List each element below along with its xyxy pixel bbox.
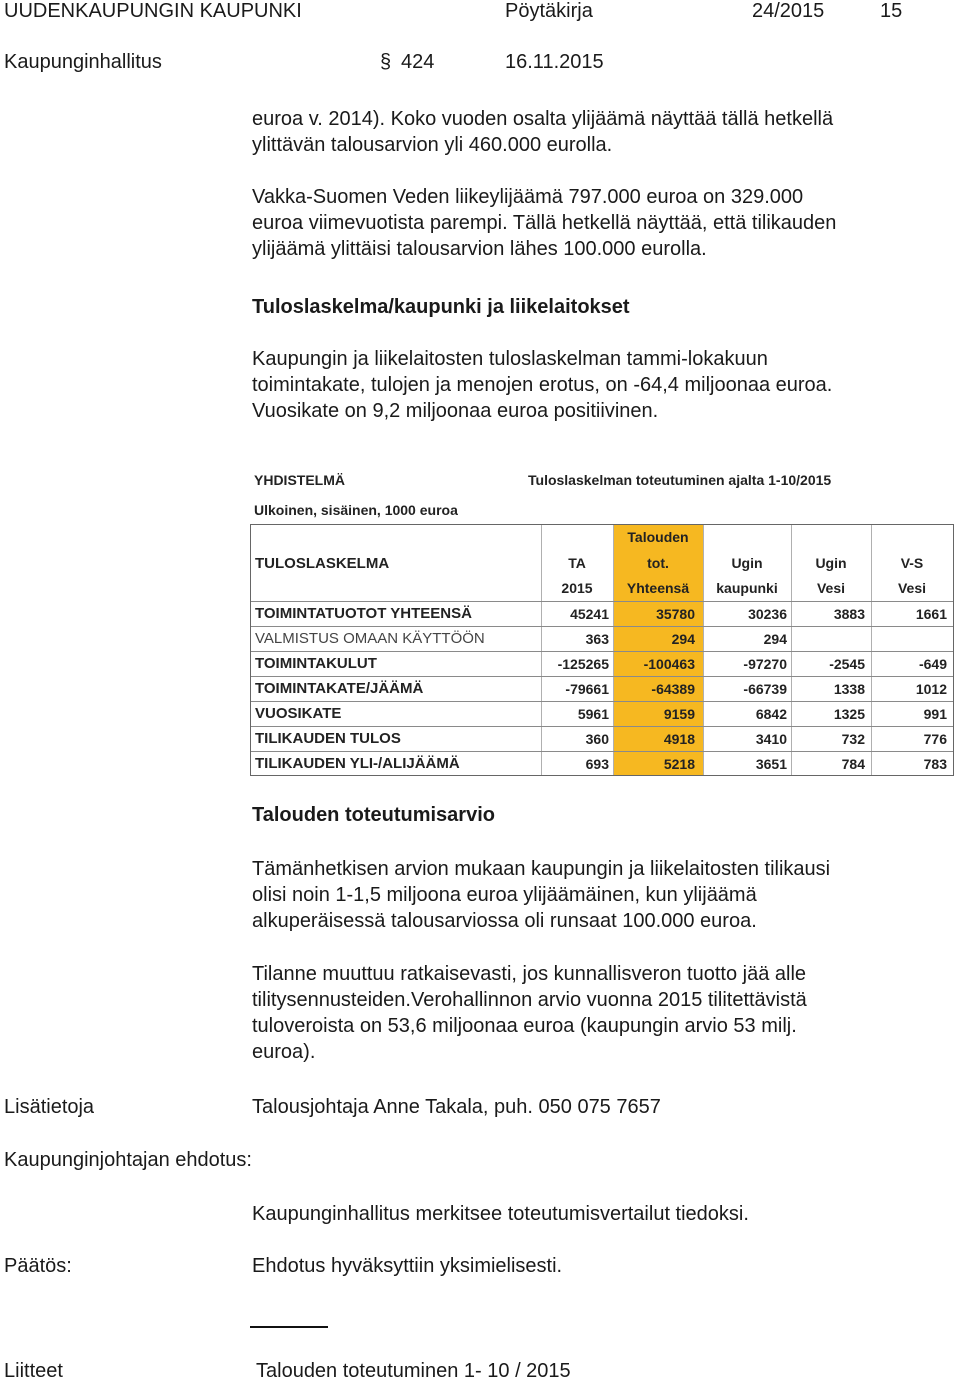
cell-value: 9159 — [663, 706, 695, 722]
paragraph-line: ylijäämä ylittäisi talousarvion lähes 100.000 eurolla. — [252, 238, 707, 260]
column-header: Talouden — [627, 529, 689, 545]
proposal-value: Kaupunginhallitus merkitsee toteutumisvertailut tiedoksi. — [252, 1203, 749, 1225]
page-number: 15 — [880, 0, 903, 22]
table-title-summary: YHDISTELMÄ — [254, 472, 345, 488]
column-header: Vesi — [816, 580, 846, 596]
table-row — [251, 701, 953, 727]
paragraph-line: Kaupungin ja liikelaitosten tuloslaskelman tammi-lokakuun — [252, 348, 768, 370]
paragraph-line: euroa). — [252, 1041, 316, 1063]
column-header: Vesi — [897, 580, 927, 596]
cell-value: 4918 — [663, 731, 695, 747]
row-label: TOIMINTAKULUT — [255, 655, 377, 672]
proposal-label: Kaupunginjohtajan ehdotus: — [4, 1149, 252, 1171]
paragraph-line: Vuosikate on 9,2 miljoonaa euroa positiivinen. — [252, 400, 659, 422]
paragraph-line: Vakka-Suomen Veden liikeylijäämä 797.000 euroa on 329.000 — [252, 186, 804, 208]
table-row — [251, 751, 953, 777]
cell-value: 363 — [585, 631, 609, 647]
cell-value: 3410 — [755, 731, 787, 747]
row-label: TOIMINTATUOTOT YHTEENSÄ — [255, 605, 472, 622]
cell-value: 1661 — [915, 606, 947, 622]
cell-value: 1325 — [833, 706, 865, 722]
cell-value: -97270 — [743, 656, 787, 672]
cell-value: 1338 — [833, 681, 865, 697]
cell-value: 6842 — [755, 706, 787, 722]
section-number: 424 — [401, 51, 435, 73]
cell-value: 35780 — [656, 606, 695, 622]
column-header: Ugin — [815, 555, 847, 571]
paragraph-line: euroa viimevuotista parempi. Tällä hetkellä näyttää, että tilikauden — [252, 212, 837, 234]
cell-value: 783 — [923, 756, 947, 772]
body-name: Kaupunginhallitus — [4, 51, 162, 73]
table-title-period: Tuloslaskelman toteutuminen ajalta 1-10/2015 — [528, 472, 832, 488]
table-row — [251, 676, 953, 702]
section-heading: Talouden toteutumisarvio — [252, 804, 495, 826]
meeting-date: 16.11.2015 — [505, 51, 604, 73]
cell-value: 776 — [923, 731, 947, 747]
paragraph-line: tuloveroista on 53,6 miljoonaa euroa (kaupungin arvio 53 milj. — [252, 1015, 797, 1037]
paragraph-line: toimintakate, tulojen ja menojen erotus, on -64,4 miljoonaa euroa. — [252, 374, 833, 396]
column-header: TA — [568, 555, 586, 571]
section-heading: Tuloslaskelma/kaupunki ja liikelaitokset — [252, 296, 630, 318]
paragraph-line: Tilanne muuttuu ratkaisevasti, jos kunnallisveron tuotto jää alle — [252, 963, 807, 985]
table-row — [251, 601, 953, 627]
attachments-label: Liitteet — [4, 1360, 63, 1382]
column-header: V-S — [900, 555, 924, 571]
cell-value: 294 — [671, 631, 695, 647]
contact-label: Lisätietoja — [4, 1096, 95, 1118]
cell-value: 30236 — [748, 606, 787, 622]
paragraph-5 — [252, 961, 952, 1065]
cell-value: -2545 — [829, 656, 865, 672]
cell-value: 360 — [585, 731, 609, 747]
table-row — [251, 651, 953, 677]
paragraph-4 — [252, 856, 952, 934]
paragraph-1 — [252, 106, 952, 158]
decision-value: Ehdotus hyväksyttiin yksimielisesti. — [252, 1255, 563, 1277]
row-label: TOIMINTAKATE/JÄÄMÄ — [255, 680, 424, 697]
table-row-header: TULOSLASKELMA — [255, 555, 390, 572]
row-label: TILIKAUDEN YLI-/ALIJÄÄMÄ — [255, 755, 460, 772]
decision-label: Päätös: — [4, 1255, 72, 1277]
column-header: kaupunki — [716, 580, 778, 596]
paragraph-line: ylittävän talousarvion yli 460.000 eurolla. — [252, 134, 613, 156]
income-statement-table — [250, 466, 954, 778]
cell-value: 732 — [841, 731, 865, 747]
cell-value: 991 — [923, 706, 947, 722]
row-label: TILIKAUDEN TULOS — [255, 730, 401, 747]
cell-value: 693 — [585, 756, 609, 772]
attachments-value: Talouden toteutuminen 1- 10 / 2015 — [256, 1360, 571, 1382]
table-row — [251, 626, 953, 652]
section-sign: § — [380, 51, 392, 73]
contact-value: Talousjohtaja Anne Takala, puh. 050 075 7657 — [252, 1096, 661, 1118]
paragraph-line: Tämänhetkisen arvion mukaan kaupungin ja liikelaitosten tilikausi — [252, 858, 831, 880]
table-row — [251, 726, 953, 752]
cell-value: 45241 — [570, 606, 609, 622]
cell-value: 294 — [763, 631, 787, 647]
paragraph-line: alkuperäisessä talousarviossa oli runsaat 100.000 euroa. — [252, 910, 757, 932]
paragraph-line: tilitysennusteiden.Verohallinnon arvio vuonna 2015 tilitettävistä — [252, 989, 807, 1011]
doc-number: 24/2015 — [752, 0, 825, 22]
column-header: tot. — [647, 555, 669, 571]
cell-value: 5961 — [577, 706, 609, 722]
doc-type: Pöytäkirja — [505, 0, 593, 22]
org-name: UUDENKAUPUNGIN KAUPUNKI — [4, 0, 302, 22]
table-subtitle: Ulkoinen, sisäinen, 1000 euroa — [254, 502, 458, 518]
cell-value: 784 — [841, 756, 865, 772]
cell-value: -79661 — [565, 681, 609, 697]
table-grid — [250, 524, 954, 776]
cell-value: -125265 — [557, 656, 609, 672]
paragraph-3 — [252, 346, 952, 424]
paragraph-line: euroa v. 2014). Koko vuoden osalta ylijäämä näyttää tällä hetkellä — [252, 108, 834, 130]
cell-value: -66739 — [743, 681, 787, 697]
row-label: VUOSIKATE — [255, 705, 342, 722]
column-header: Ugin — [731, 555, 763, 571]
column-header: 2015 — [561, 580, 593, 596]
cell-value: 5218 — [663, 756, 695, 772]
cell-value: -100463 — [643, 656, 695, 672]
column-header: Yhteensä — [626, 580, 690, 596]
cell-value: 3883 — [833, 606, 865, 622]
cell-value: -649 — [918, 656, 947, 672]
paragraph-2 — [252, 184, 952, 262]
signature-line — [250, 1326, 328, 1328]
cell-value: 3651 — [755, 756, 787, 772]
cell-value: 1012 — [915, 681, 947, 697]
cell-value: -64389 — [651, 681, 695, 697]
row-label: VALMISTUS OMAAN KÄYTTÖÖN — [255, 630, 485, 647]
paragraph-line: olisi noin 1-1,5 miljoona euroa ylijäämäinen, kun ylijäämä — [252, 884, 757, 906]
